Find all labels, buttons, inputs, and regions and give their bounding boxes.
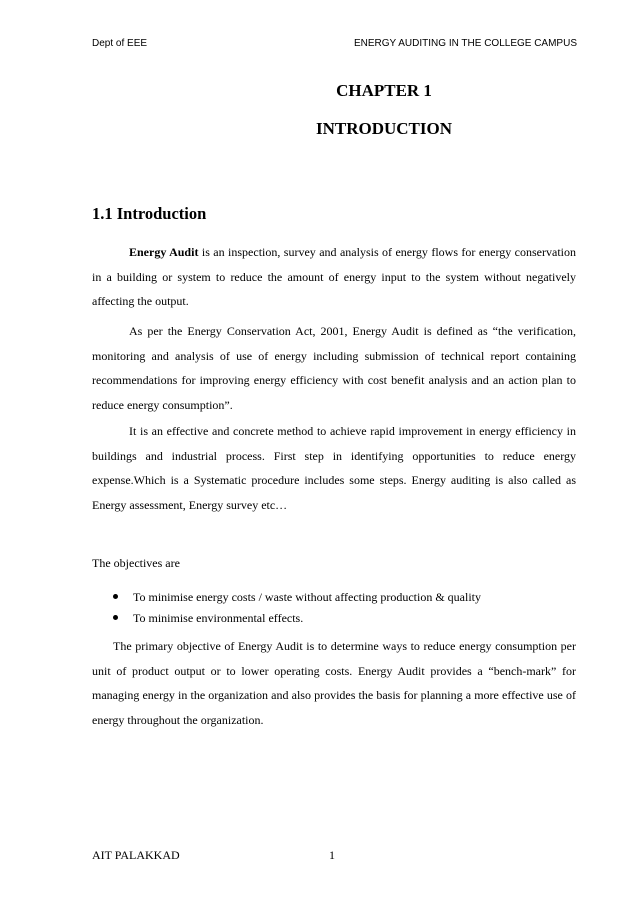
bold-term: Energy Audit	[129, 245, 199, 259]
bullet-icon	[113, 615, 118, 620]
list-item-text: To minimise environmental effects.	[133, 611, 304, 625]
objectives-intro: The objectives are	[92, 556, 180, 570]
paragraph-primary-objective: The primary objective of Energy Audit is to determine ways to reduce energy consumption per unit of product output or to lower operating costs. Energy Audit provides a “bench-mark” for managing energy in the organization and also provides the basis for planning a more effective use of energy throughout the organization.	[92, 639, 576, 727]
bullet-icon	[113, 594, 118, 599]
list-item-text: To minimise energy costs / waste without affecting production & quality	[133, 590, 481, 604]
chapter-number: CHAPTER 1	[336, 81, 432, 100]
section-heading: 1.1 Introduction	[92, 204, 207, 223]
paragraph-text: is an inspection, survey and analysis of energy flows for energy conservation in a building or system to reduce the amount of energy input to the system without negatively affecting the output.	[92, 245, 576, 308]
header-title: ENERGY AUDITING IN THE COLLEGE CAMPUS	[353, 38, 577, 49]
list-item	[92, 589, 576, 610]
paragraph-energy-audit-definition	[92, 240, 576, 314]
footer-institution: AIT PALAKKAD	[92, 848, 180, 862]
chapter-title: INTRODUCTION	[315, 119, 453, 138]
page-number: 1	[329, 848, 335, 862]
paragraph-method: It is an effective and concrete method to achieve rapid improvement in energy efficiency in buildings and industrial process. First step in identifying opportunities to reduce energy expense.Which is a Systematic procedure includes some steps. Energy auditing is also called as Energy assessment, Energy survey etc…	[92, 424, 576, 512]
paragraph-conservation-act: As per the Energy Conservation Act, 2001, Energy Audit is defined as “the verification, monitoring and analysis of use of energy including submission of technical report containing recommendations for improving energy efficiency with cost benefit analysis and an action plan to reduce energy consumption”.	[92, 324, 576, 412]
objectives-list	[92, 589, 576, 631]
header-department: Dept of EEE	[92, 38, 148, 49]
list-item	[92, 610, 576, 631]
